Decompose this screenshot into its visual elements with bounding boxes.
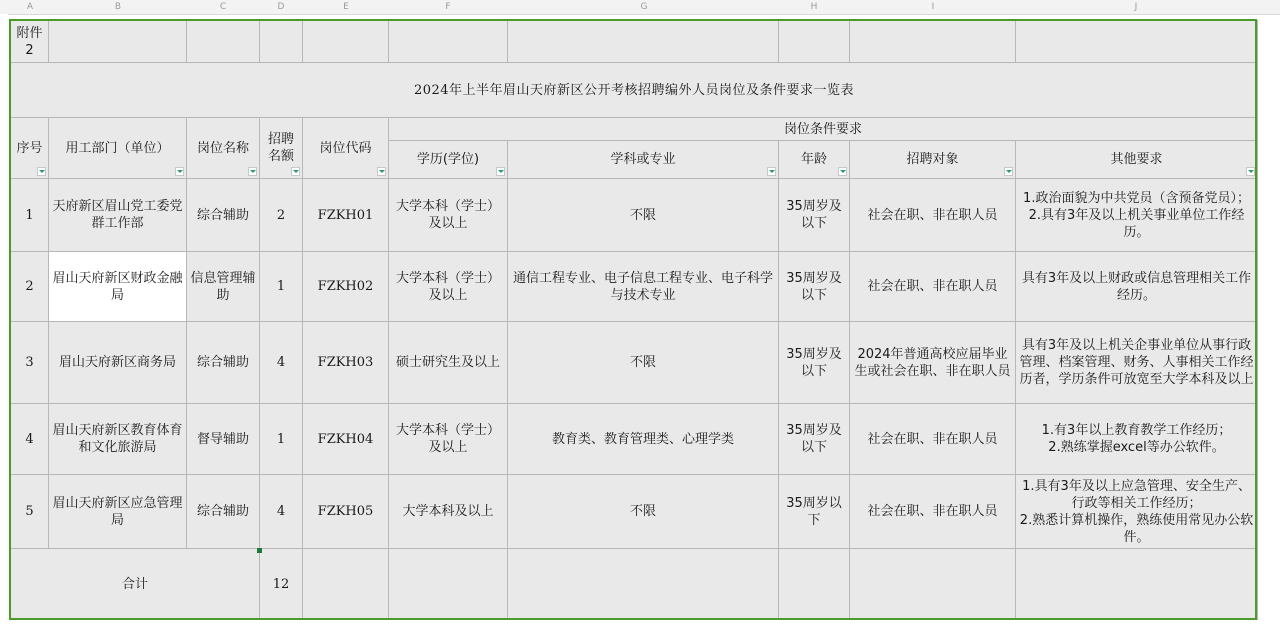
cell-education[interactable]: 大学本科（学士）及以上 [389,404,508,475]
row-header-bar[interactable] [0,14,8,640]
cell-total-label[interactable]: 合计 [11,549,260,620]
column-header-bar[interactable] [0,0,1280,15]
header-education-label: 学历(学位) [416,152,480,167]
filter-dropdown-icon[interactable] [838,167,847,176]
filter-dropdown-icon[interactable] [37,167,46,176]
filter-dropdown-icon[interactable] [1004,167,1013,176]
header-other[interactable] [1016,141,1258,179]
header-post-name-label: 岗位名称 [196,140,249,156]
empty-cell[interactable] [187,21,260,63]
cell-seq[interactable]: 2 [11,252,49,322]
table-row [11,404,1258,475]
cell-major[interactable]: 通信工程专业、电子信息工程专业、电子科学与技术专业 [508,252,779,322]
empty-cell[interactable] [850,549,1016,620]
cell-seq[interactable]: 4 [11,404,49,475]
header-code[interactable] [303,118,389,179]
cell-post-name[interactable]: 督导辅助 [187,404,260,475]
cell-code[interactable]: FZKH02 [303,252,389,322]
empty-cell[interactable] [1016,549,1258,620]
column-header-d[interactable]: D [277,2,285,12]
filter-dropdown-icon[interactable] [767,167,776,176]
empty-cell[interactable] [389,21,508,63]
column-header-j[interactable]: J [1134,2,1138,12]
header-target[interactable] [850,141,1016,179]
cell-target[interactable]: 2024年普通高校应届毕业生或社会在职、非在职人员 [850,322,1016,404]
cell-dept[interactable]: 眉山天府新区商务局 [49,322,187,404]
column-header-b[interactable]: B [114,2,122,12]
header-seq-label: 序号 [16,140,43,156]
header-education[interactable] [389,141,508,179]
column-header-h[interactable]: H [810,2,818,12]
column-header-e[interactable]: E [343,2,349,12]
empty-cell[interactable] [850,21,1016,63]
cell-post-name[interactable]: 信息管理辅助 [187,252,260,322]
filter-dropdown-icon[interactable] [175,167,184,176]
table-row [11,322,1258,404]
cell-age[interactable]: 35周岁及以下 [779,252,850,322]
cell-major[interactable]: 不限 [508,322,779,404]
empty-cell[interactable] [508,549,779,620]
cell-code[interactable]: FZKH04 [303,404,389,475]
cell-education[interactable]: 大学本科（学士）及以上 [389,179,508,252]
header-post-name[interactable] [187,118,260,179]
empty-cell[interactable] [1016,21,1258,63]
cell-age[interactable]: 35周岁及以下 [779,322,850,404]
cell-post-name[interactable]: 综合辅助 [187,322,260,404]
cell-major[interactable]: 不限 [508,179,779,252]
cell-target[interactable]: 社会在职、非在职人员 [850,475,1016,549]
column-header-c[interactable]: C [219,2,227,12]
cell-code[interactable]: FZKH01 [303,179,389,252]
column-header-f[interactable]: F [445,2,451,12]
cell-quota[interactable]: 2 [260,179,303,252]
filter-dropdown-icon[interactable] [1246,167,1255,176]
filter-dropdown-icon[interactable] [291,167,300,176]
filter-dropdown-icon[interactable] [496,167,505,176]
cell-other[interactable]: 1.政治面貌为中共党员（含预备党员）； 2.具有3年及以上机关事业单位工作经历。 [1016,179,1258,252]
cell-age[interactable]: 35周岁及以下 [779,179,850,252]
cell-dept[interactable]: 眉山天府新区应急管理局 [49,475,187,549]
empty-cell[interactable] [508,21,779,63]
header-quota-label: 招聘名额 [267,132,294,164]
spreadsheet-table [10,20,1258,620]
table-row [11,179,1258,252]
header-conditions-group[interactable]: 岗位条件要求 [389,118,1258,141]
cell-age[interactable]: 35周岁以下 [779,475,850,549]
cell-target[interactable]: 社会在职、非在职人员 [850,179,1016,252]
header-age-label: 年龄 [800,152,827,167]
header-code-label: 岗位代码 [319,140,372,156]
empty-cell[interactable] [260,21,303,63]
cell-target[interactable]: 社会在职、非在职人员 [850,404,1016,475]
cell-seq[interactable]: 3 [11,322,49,404]
cell-quota[interactable]: 4 [260,475,303,549]
cell-seq[interactable]: 5 [11,475,49,549]
empty-cell[interactable] [303,549,389,620]
cell-target[interactable]: 社会在职、非在职人员 [850,252,1016,322]
sheet-title-cell[interactable]: 2024年上半年眉山天府新区公开考核招聘编外人员岗位及条件要求一览表 [11,63,1258,118]
cell-major[interactable]: 不限 [508,475,779,549]
cell-seq[interactable]: 1 [11,179,49,252]
empty-cell[interactable] [389,549,508,620]
cell-dept[interactable]: 天府新区眉山党工委党群工作部 [49,179,187,252]
column-header-i[interactable]: I [931,2,935,12]
cell-other[interactable]: 1.具有3年及以上应急管理、安全生产、行政等相关工作经历； 2.熟悉计算机操作，熟练使用常见办公软件。 [1016,475,1258,549]
cell-education[interactable]: 大学本科及以上 [389,475,508,549]
filter-dropdown-icon[interactable] [248,167,257,176]
empty-cell[interactable] [49,21,187,63]
empty-cell[interactable] [779,21,850,63]
filter-dropdown-icon[interactable] [377,167,386,176]
cell-code[interactable]: FZKH03 [303,322,389,404]
cell-quota[interactable]: 1 [260,252,303,322]
header-major[interactable] [508,141,779,179]
cell-major[interactable]: 教育类、教育管理类、心理学类 [508,404,779,475]
cell-post-name[interactable]: 综合辅助 [187,179,260,252]
cell-other[interactable]: 具有3年及以上机关企事业单位从事行政管理、档案管理、财务、人事相关工作经历者，学历条件可放宽至大学本科及以上 [1016,322,1258,404]
cell-code[interactable]: FZKH05 [303,475,389,549]
header-major-label: 学科或专业 [610,152,676,167]
header-other-label: 其他要求 [1110,152,1163,167]
cell-post-name[interactable]: 综合辅助 [187,475,260,549]
cell-dept[interactable]: 眉山天府新区教育体育和文化旅游局 [49,404,187,475]
cell-education[interactable]: 大学本科（学士）及以上 [389,252,508,322]
cell-other[interactable]: 具有3年及以上财政或信息管理相关工作经历。 [1016,252,1258,322]
cell-education[interactable]: 硕士研究生及以上 [389,322,508,404]
total-row [11,549,1258,620]
attachment-label-cell[interactable]: 附件2 [11,21,49,63]
fill-handle[interactable] [257,548,262,553]
header-target-label: 招聘对象 [906,152,959,167]
column-header-a[interactable]: A [26,2,34,12]
cell-quota[interactable]: 1 [260,404,303,475]
header-seq[interactable] [11,118,49,179]
header-dept[interactable] [49,118,187,179]
cell-age[interactable]: 35周岁及以下 [779,404,850,475]
table-row [11,475,1258,549]
empty-cell[interactable] [303,21,389,63]
header-age[interactable] [779,141,850,179]
column-header-g[interactable]: G [640,2,648,12]
cell-total-quota[interactable]: 12 [260,549,303,620]
empty-cell[interactable] [779,549,850,620]
cell-other[interactable]: 1.有3年以上教育教学工作经历； 2.熟练掌握excel等办公软件。 [1016,404,1258,475]
header-dept-label: 用工部门（单位） [65,140,170,156]
cell-quota[interactable]: 4 [260,322,303,404]
header-quota[interactable] [260,118,303,179]
cell-dept-selected[interactable]: 眉山天府新区财政金融局 [49,252,187,322]
table-row [11,252,1258,322]
